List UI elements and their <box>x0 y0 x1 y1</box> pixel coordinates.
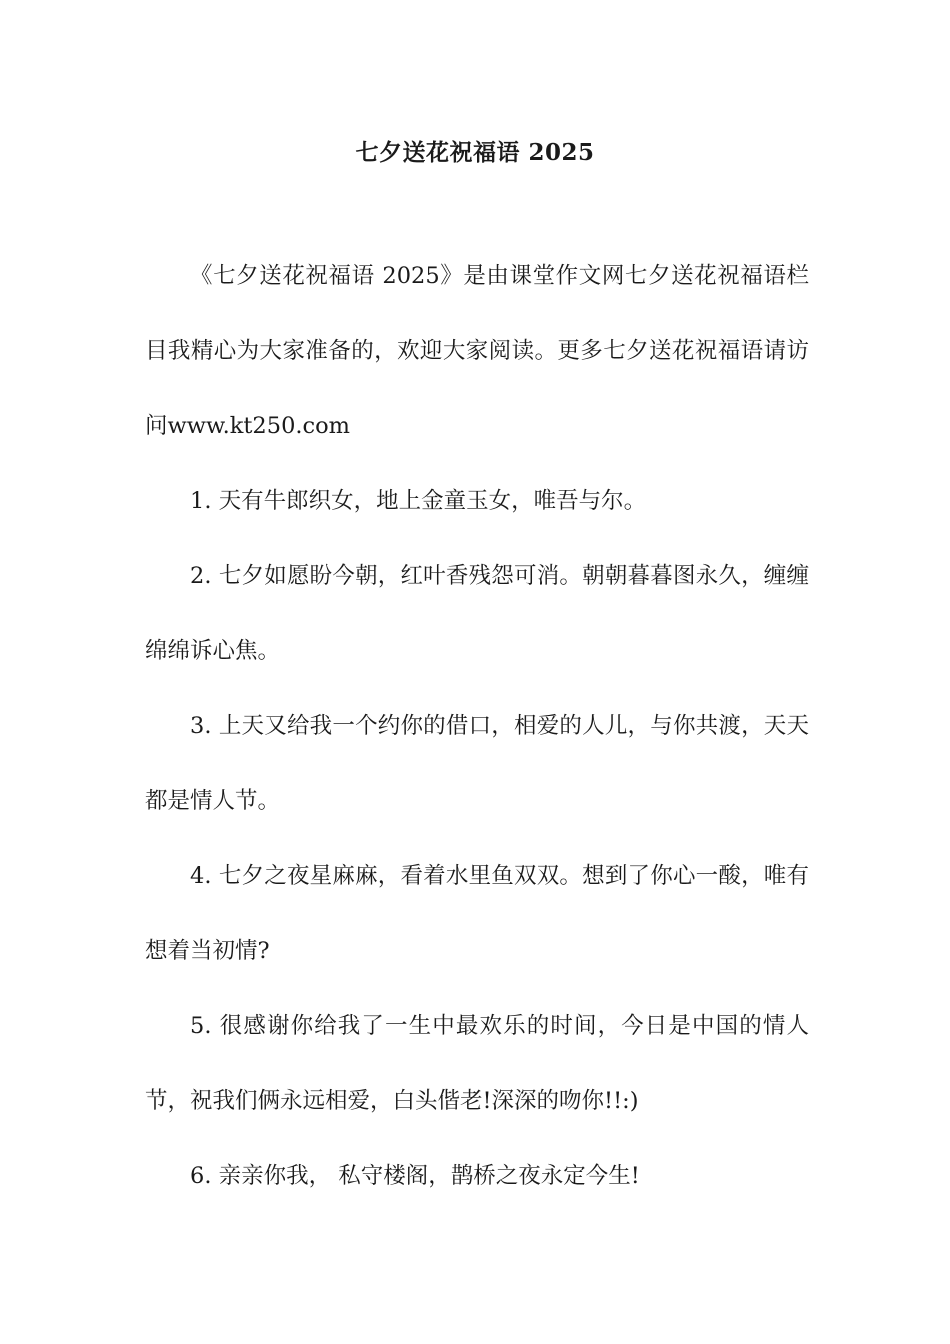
paragraph-item-6: 6. 亲亲你我， 私守楼阁，鹊桥之夜永定今生! <box>190 1163 640 1189</box>
paragraph-item-4: 4. 七夕之夜星麻麻，看着水里鱼双双。想到了你心一酸，唯有想着当初情? <box>145 863 809 964</box>
paragraph-item-3: 3. 上天又给我一个约你的借口，相爱的人儿，与你共渡，天天都是情人节。 <box>145 713 809 814</box>
paragraph-intro: 《七夕送花祝福语 2025》是由课堂作文网七夕送花祝福语栏目我精心为大家准备的，欢迎大家阅读。更多七夕送花祝福语请访问www.kt250.com <box>145 263 809 439</box>
paragraph-item-5: 5. 很感谢你给我了一生中最欢乐的时间，今日是中国的情人节，祝我们俩永远相爱，白头偕老!深深的吻你!!:) <box>145 1013 809 1114</box>
document-title: 七夕送花祝福语 2025 <box>355 139 595 166</box>
document-body <box>145 239 809 1214</box>
paragraph-item-1: 1. 天有牛郎织女，地上金童玉女，唯吾与尔。 <box>190 488 647 514</box>
paragraph-item-2: 2. 七夕如愿盼今朝，红叶香残怨可消。朝朝暮暮图永久，缠缠绵绵诉心焦。 <box>145 563 809 664</box>
